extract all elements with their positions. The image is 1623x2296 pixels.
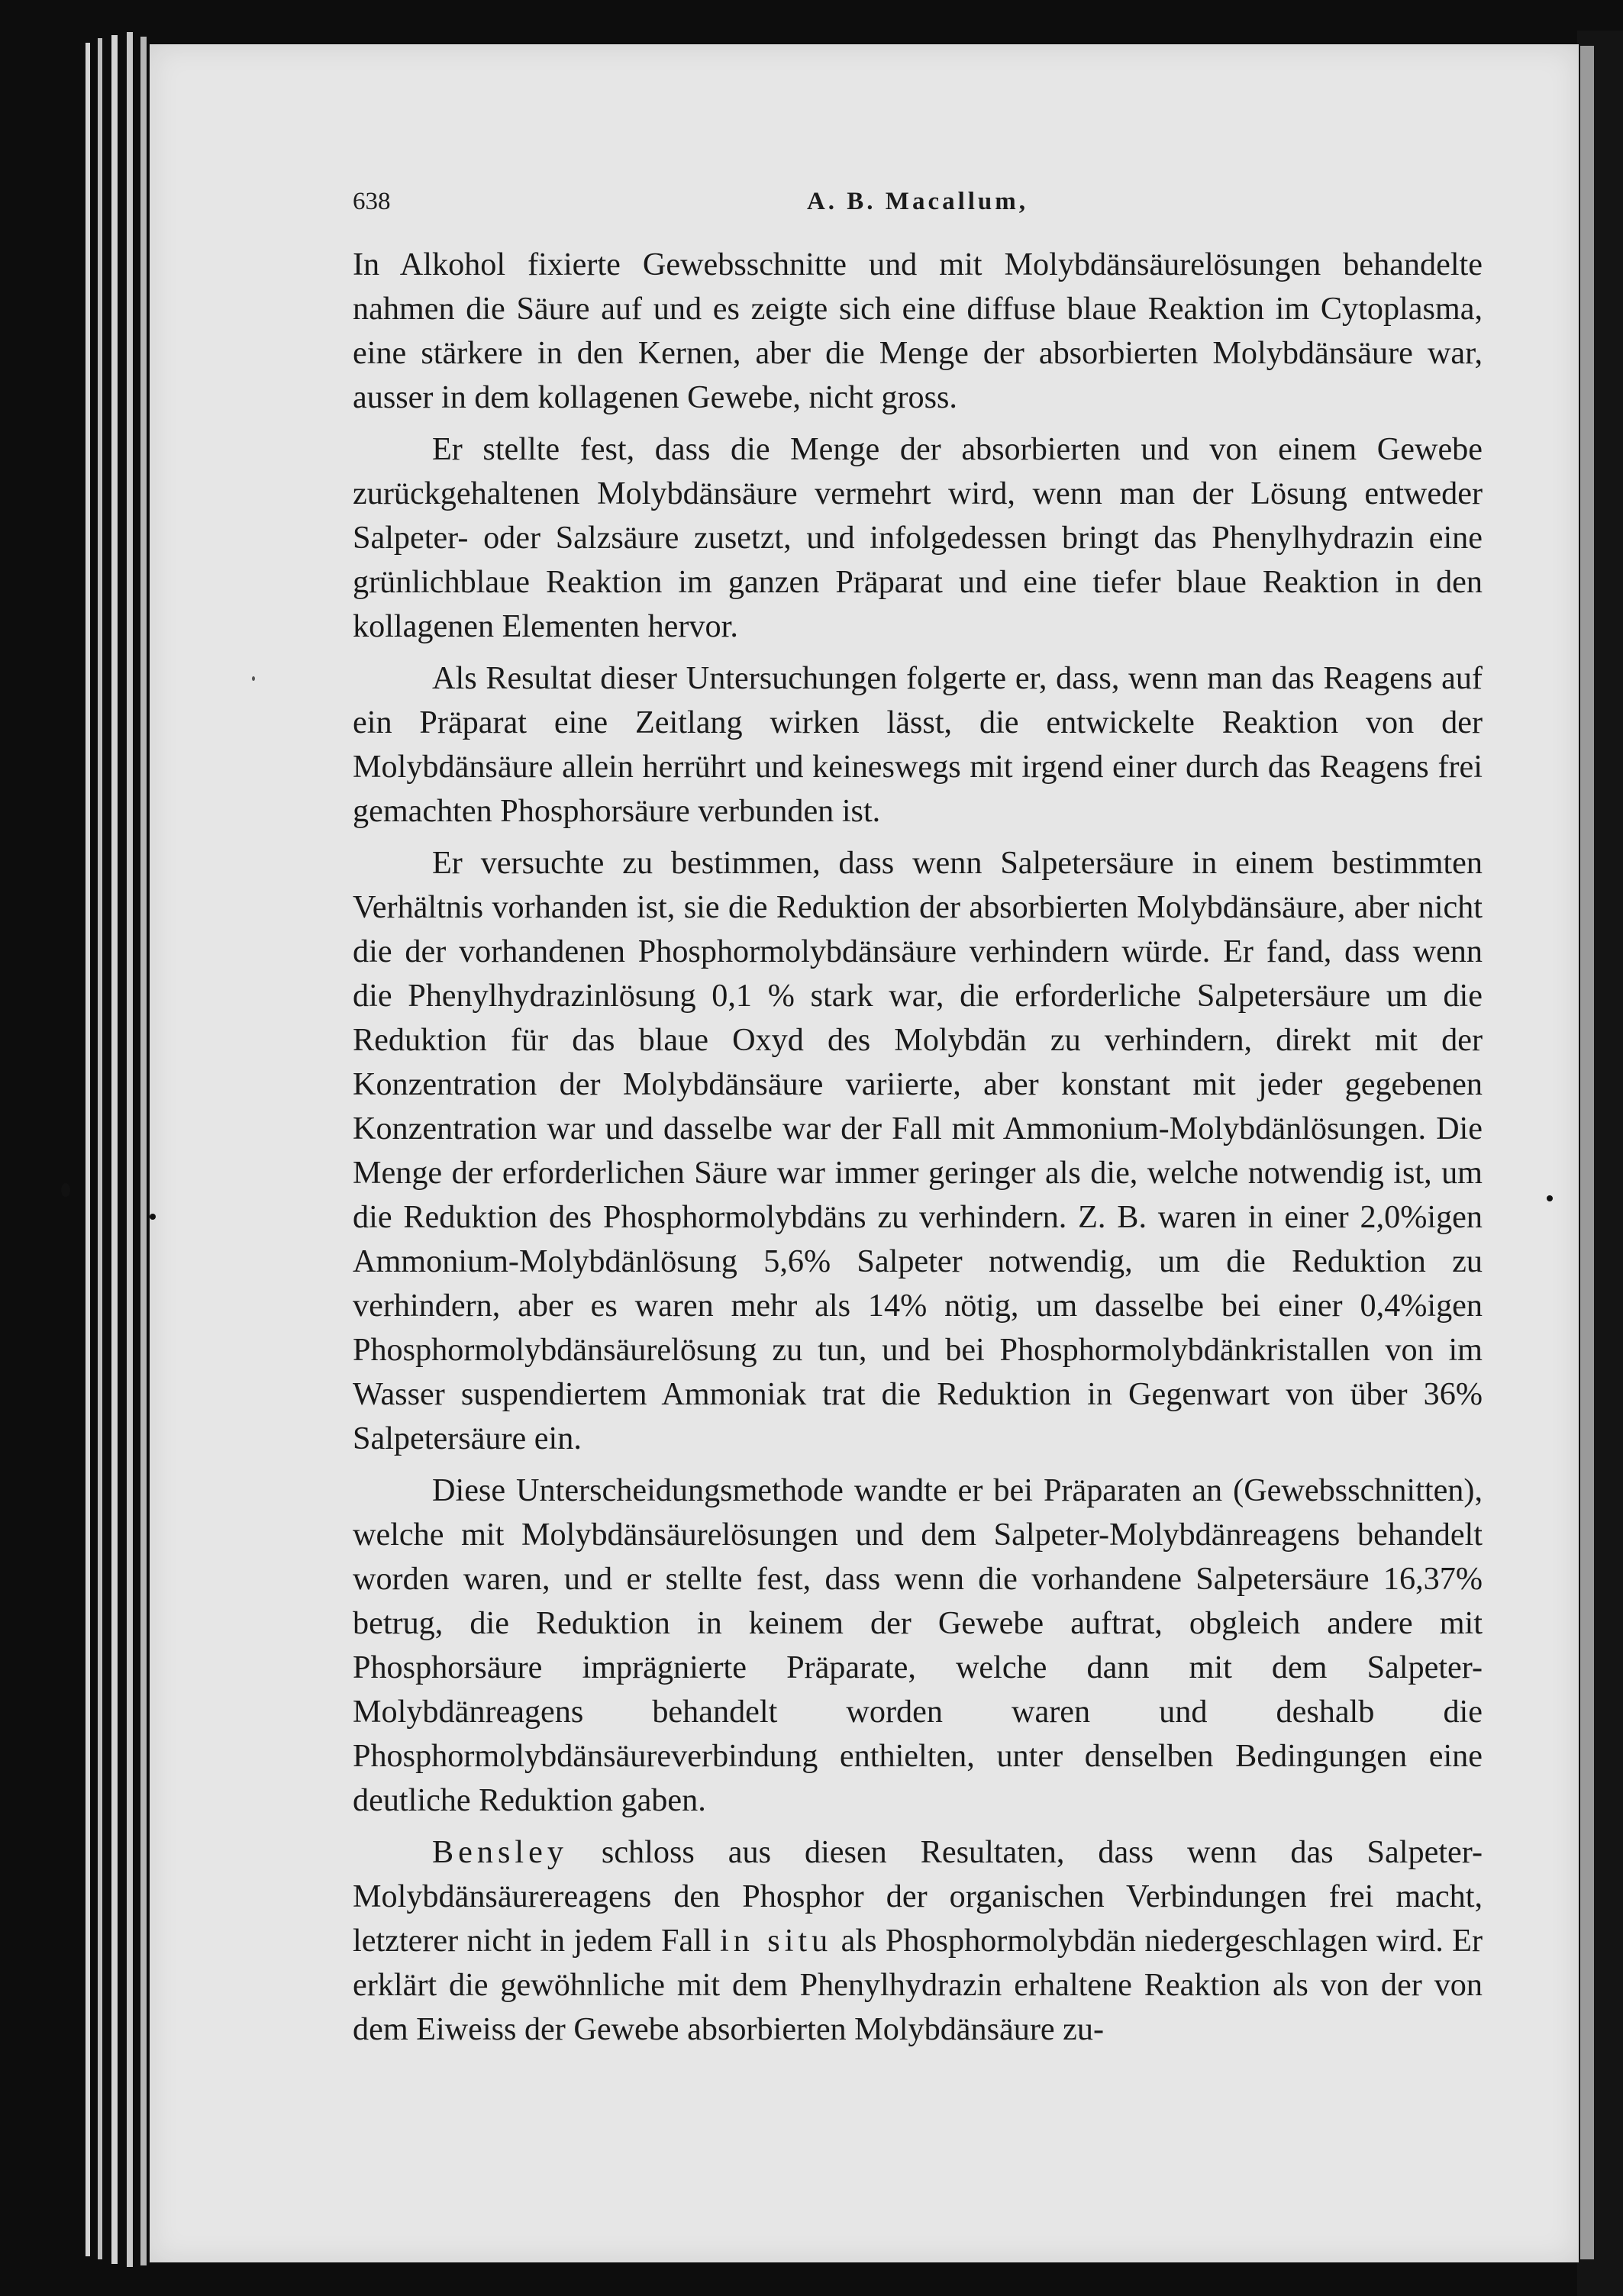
scan-speck — [61, 1183, 70, 1197]
scan-speck — [1547, 1195, 1553, 1201]
paragraph-6 — [353, 1830, 1483, 2052]
page-number: 638 — [353, 188, 391, 215]
page-edge-3 — [111, 35, 118, 2264]
scan-speck — [252, 676, 255, 681]
page-header — [353, 183, 1483, 229]
page-edge-4 — [127, 32, 133, 2267]
in-situ-term: in situ — [720, 1923, 833, 1959]
paragraph-4: Er versuchte zu bestimmen, dass wenn Salpetersäure in einem bestimmten Verhältnis vorhanden ist, sie die Reduktion der absorbierten Molybdänsäure, aber nicht die der vorhandenen Phosphormolybdänsäure verhindern würde. Er fand, dass wenn die Phenylhydrazinlösung 0,1 % stark war, die erforderliche Salpetersäure um die Reduktion für das blaue Oxyd des Molybdän zu verhindern, direkt mit der Konzentration der Molybdänsäure variierte, aber konstant mit jeder gegebenen Konzentration war und dasselbe war der Fall mit Ammonium-Molybdänlösungen. Die Menge der erforderlichen Säure war immer geringer als die, welche notwendig ist, um die Reduktion des Phosphormolybdäns zu verhindern. Z. B. waren in einer 2,0%igen Ammonium-Molybdänlösung 5,6% Salpeter notwendig, um die Reduktion zu verhindern, aber es waren mehr als 14% nötig, um dasselbe bei einer 0,4%igen Phosphormolybdänsäurelösung zu tun, und bei Phosphormolybdänkristallen von im Wasser suspendiertem Ammoniak trat die Reduktion in Gegenwart von über 36% Salpetersäure ein. — [353, 845, 1483, 1456]
paragraph-1: In Alkohol fixierte Gewebsschnitte und mit Molybdänsäurelösungen behandelte nahmen die Säure auf und es zeigte sich eine diffuse blaue Reaktion im Cytoplasma, eine stärkere in den Kernen, aber die Menge der absorbierten Molybdänsäure war, ausser in dem kollagenen Gewebe, nicht gross. — [353, 247, 1483, 415]
running-head: A. B. Macallum, — [806, 188, 1029, 215]
paragraph-3: Als Resultat dieser Untersuchungen folgerte er, dass, wenn man das Reagens auf ein Präparat eine Zeitlang wirken lässt, die entwickelte Reaktion von der Molybdänsäure allein herrührt und keineswegs mit irgend einer durch das Reagens frei gemachten Phosphorsäure verbunden ist. — [353, 660, 1483, 829]
book-spine-edge — [1580, 46, 1594, 2259]
paragraph-5: Diese Unterscheidungsmethode wandte er bei Präparaten an (Gewebsschnitten), welche mit Molybdänsäurelösungen und dem Salpeter-Molybdänreagens behandelt worden waren, und er stellte fest, dass wenn die vorhandene Salpetersäure 16,37% betrug, die Reduktion in keinem der Gewebe auftrat, obgleich andere mit Phosphorsäure imprägnierte Präparate, welche dann mit dem Salpeter-Molybdänreagens behandelt worden waren und deshalb die Phosphormolybdänsäureverbindung enthielten, unter denselben Bedingungen eine deutliche Reduktion gaben. — [353, 1472, 1483, 1818]
paragraph-6-text-a: schloss aus diesen Resultaten, dass wenn das Salpeter-Molybdänsäurereagens den Phosphor der organischen Verbindungen frei macht, letzterer nicht in jedem Fall — [353, 1834, 1483, 1959]
paragraph-6-text-b: als Phosphormolybdän niedergeschlagen wird. Er erklärt die gewöhnliche mit dem Phenylhydrazin erhaltene Reaktion als von der von dem Eiweiss der Gewebe absorbierten Molybdänsäure zu- — [353, 1923, 1483, 2047]
page-edge-1 — [86, 43, 90, 2256]
paragraph-2: Er stellte fest, dass die Menge der absorbierten und von einem Gewebe zurückgehaltenen Molybdänsäure vermehrt wird, wenn man der Lösung entweder Salpeter- oder Salzsäure zusetzt, und infolgedessen bringt das Phenylhydrazin eine grünlichblaue Reaktion im ganzen Präparat und eine tiefer blaue Reaktion in den kollagenen Elementen hervor. — [353, 431, 1483, 644]
page-edge-5 — [140, 37, 147, 2265]
page-edge-2 — [98, 38, 102, 2259]
body-text — [353, 243, 1483, 2059]
scan-speck — [150, 1214, 156, 1220]
author-name: Bensley — [432, 1834, 568, 1870]
